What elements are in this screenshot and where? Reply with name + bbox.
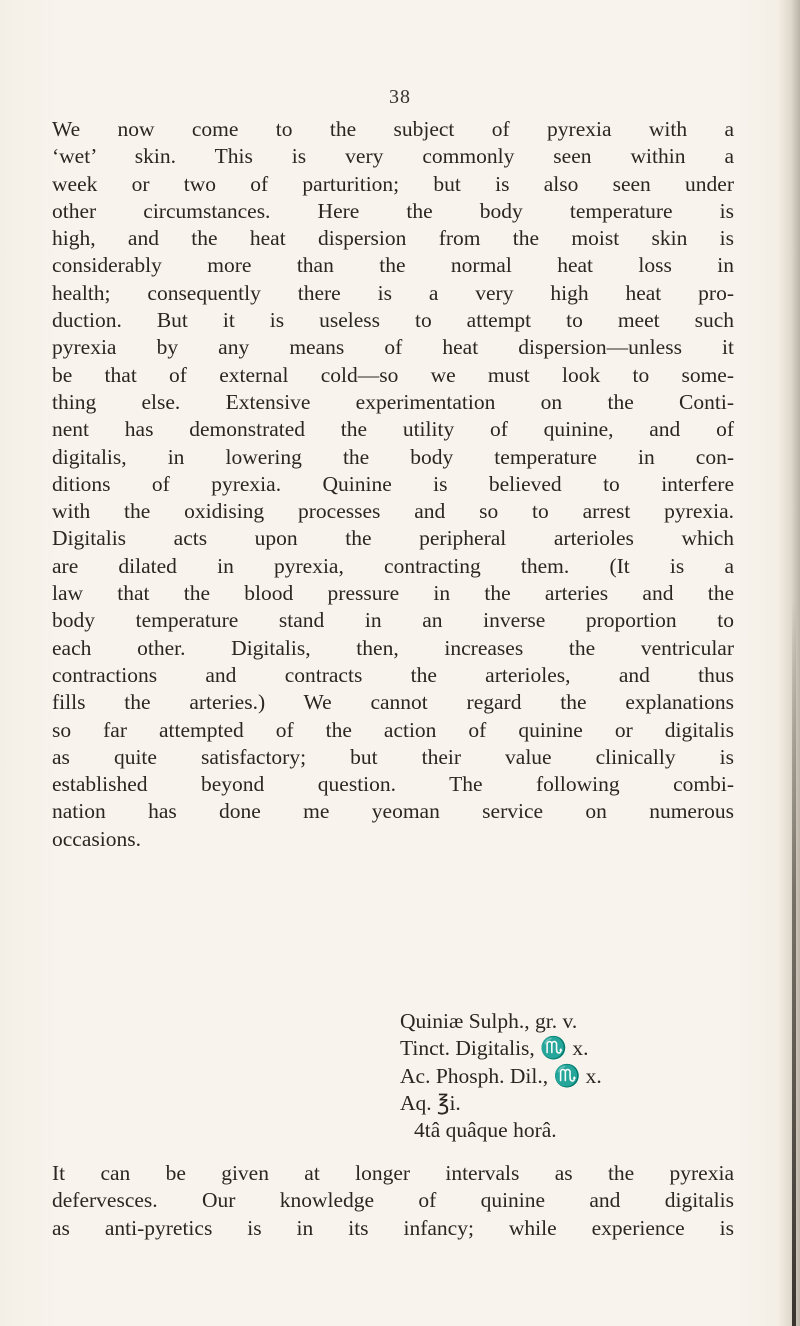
text-line: nent has demonstrated the utility of quinine, and of (52, 417, 734, 442)
prescription-line: 4tâ quâque horâ. (414, 1118, 557, 1143)
text-line: We now come to the subject of pyrexia with a (52, 117, 734, 141)
text-line: so far attempted of the action of quinine or digitalis (52, 717, 734, 742)
prescription-line: Aq. ℥i. (400, 1090, 461, 1115)
text-line: fills the arteries.) We cannot regard the explanations (52, 690, 734, 715)
text-line: each other. Digitalis, then, increases the ventricular (52, 635, 734, 660)
text-line: considerably more than the normal heat loss in (52, 253, 734, 278)
text-line: defervesces. Our knowledge of quinine and digitalis (52, 1188, 734, 1213)
text-line: thing else. Extensive experimentation on the Conti- (52, 389, 734, 414)
text-line: established beyond question. The following combi- (52, 772, 734, 797)
text-line: Digitalis acts upon the peripheral arterioles which (52, 526, 734, 551)
text-line: law that the blood pressure in the arteries and the (52, 581, 734, 606)
text-line: contractions and contracts the arterioles, and thus (52, 662, 734, 687)
prescription-line: Tinct. Digitalis, ♏ x. (400, 1036, 589, 1061)
prescription-line: Ac. Phosph. Dil., ♏ x. (400, 1063, 602, 1088)
page-number: 38 (389, 86, 411, 108)
text-line: occasions. (52, 826, 141, 851)
text-line: health; consequently there is a very high heat pro- (52, 280, 734, 305)
text-line: are dilated in pyrexia, contracting them. (It is a (52, 553, 734, 578)
text-line: duction. But it is useless to attempt to meet such (52, 308, 734, 333)
text-line: with the oxidising processes and so to arrest pyrexia. (52, 499, 734, 524)
prescription-line: Quiniæ Sulph., gr. v. (400, 1009, 578, 1033)
text-line: week or two of parturition; but is also seen under (52, 171, 734, 196)
text-line: nation has done me yeoman service on numerous (52, 799, 734, 824)
text-line: high, and the heat dispersion from the moist skin is (52, 226, 734, 251)
paragraph-pyrexia-wet-skin (52, 116, 734, 853)
text-line: pyrexia by any means of heat dispersion—unless it (52, 335, 734, 360)
text-line: as anti-pyretics is in its infancy; while experience is (52, 1215, 734, 1240)
text-line: digitalis, in lowering the body temperature in con- (52, 444, 734, 469)
text-line: as quite satisfactory; but their value clinically is (52, 744, 734, 769)
page-edge-line (792, 600, 796, 1326)
text-line: ‘wet’ skin. This is very commonly seen within a (52, 144, 734, 169)
text-line: It can be given at longer intervals as the pyrexia (52, 1161, 734, 1185)
prescription-block (400, 1008, 602, 1144)
text-line: body temperature stand in an inverse proportion to (52, 608, 734, 633)
text-line: ditions of pyrexia. Quinine is believed to interfere (52, 471, 734, 496)
text-line: be that of external cold—so we must look to some- (52, 362, 734, 387)
paragraph-antipyretics (52, 1160, 734, 1242)
page-edge-shadow (778, 0, 800, 1326)
text-line: other circumstances. Here the body temperature is (52, 198, 734, 223)
